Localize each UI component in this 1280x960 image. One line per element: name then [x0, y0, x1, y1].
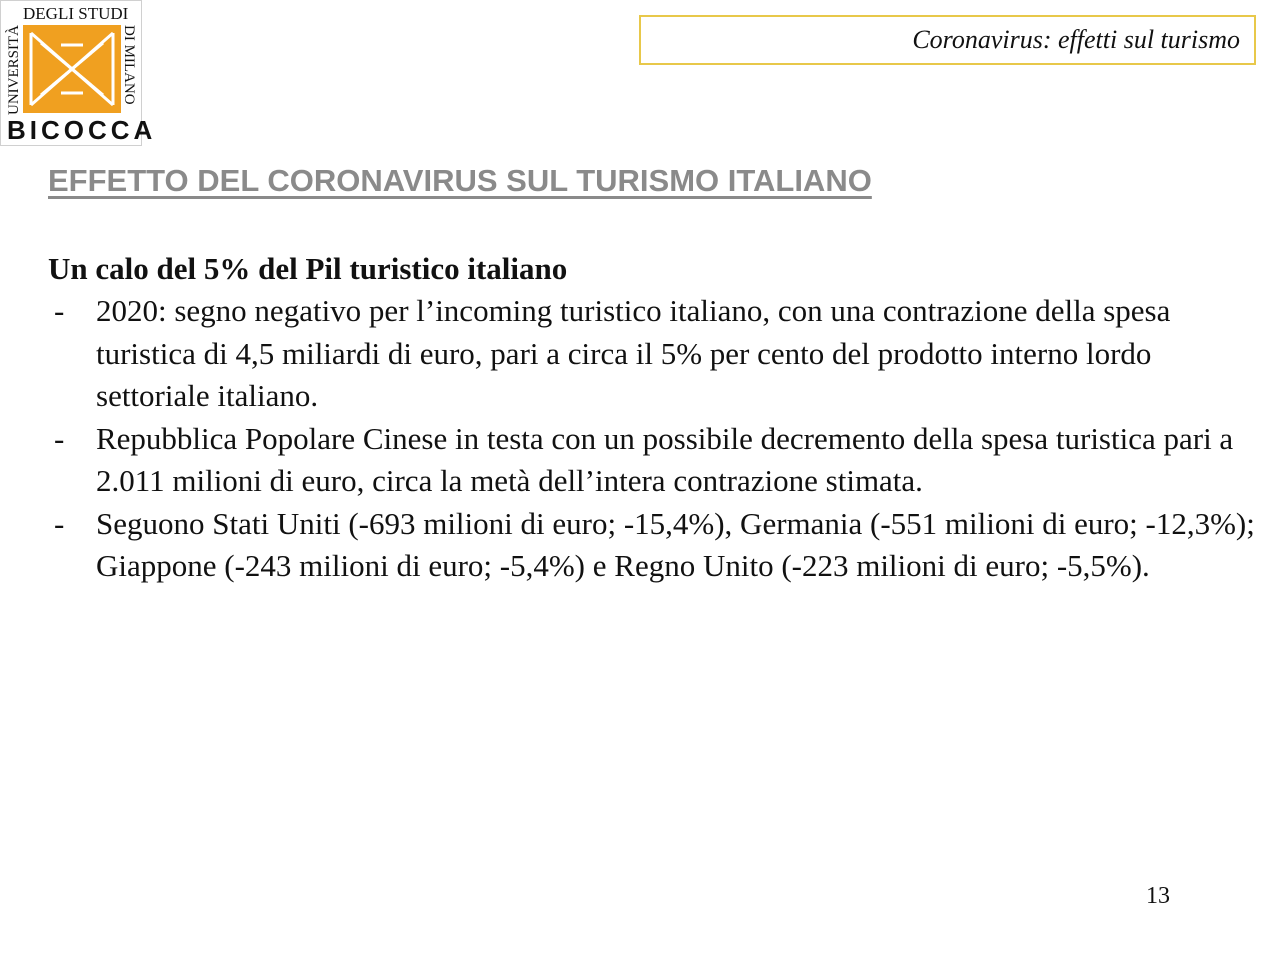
bullet-item: [48, 290, 1263, 418]
university-logo: [0, 0, 157, 146]
bullet-text: 2020: segno negativo per l’incoming turistico italiano, con una contrazione della spesa turistica di 4,5 miliardi di euro, pari a circa il 5% per cento del prodotto interno lordo settoriale italiano.: [96, 293, 1171, 413]
header-label-box: [639, 15, 1256, 65]
bullet-marker: -: [54, 420, 65, 456]
page-number: 13: [1146, 883, 1170, 909]
bullet-text: Repubblica Popolare Cinese in testa con un possibile decremento della spesa turistica pari a 2.011 milioni di euro, circa la metà dell’intera contrazione stimata.: [96, 420, 1234, 498]
bullet-marker: -: [54, 293, 65, 328]
logo-left-text: UNIVERSITÀ: [6, 25, 22, 115]
bullet-text: Seguono Stati Uniti (-693 milioni di euro; -15,4%), Germania (-551 milioni di euro; -12,3%); Giappone (-243 milioni di euro; -5,4%) e Regno Unito (-223 milioni di euro; -5,5%).: [96, 505, 1255, 583]
bullet-marker: -: [54, 505, 65, 541]
bullet-list: [48, 290, 1263, 588]
slide-content: [48, 248, 1263, 588]
header-label: Coronavirus: effetti sul turismo: [912, 25, 1240, 54]
slide-subtitle: Un calo del 5% del Pil turistico italiano: [48, 251, 568, 286]
bicocca-emblem: [1, 1, 157, 145]
slide-title: EFFETTO DEL CORONAVIRUS SUL TURISMO ITALIANO: [48, 163, 872, 198]
logo-bottom-text: BICOCCA: [7, 115, 157, 145]
bullet-item: [48, 418, 1263, 503]
logo-top-text: DEGLI STUDI: [23, 4, 129, 23]
logo-right-text: DI MILANO: [121, 25, 137, 105]
bullet-item: [48, 503, 1263, 588]
